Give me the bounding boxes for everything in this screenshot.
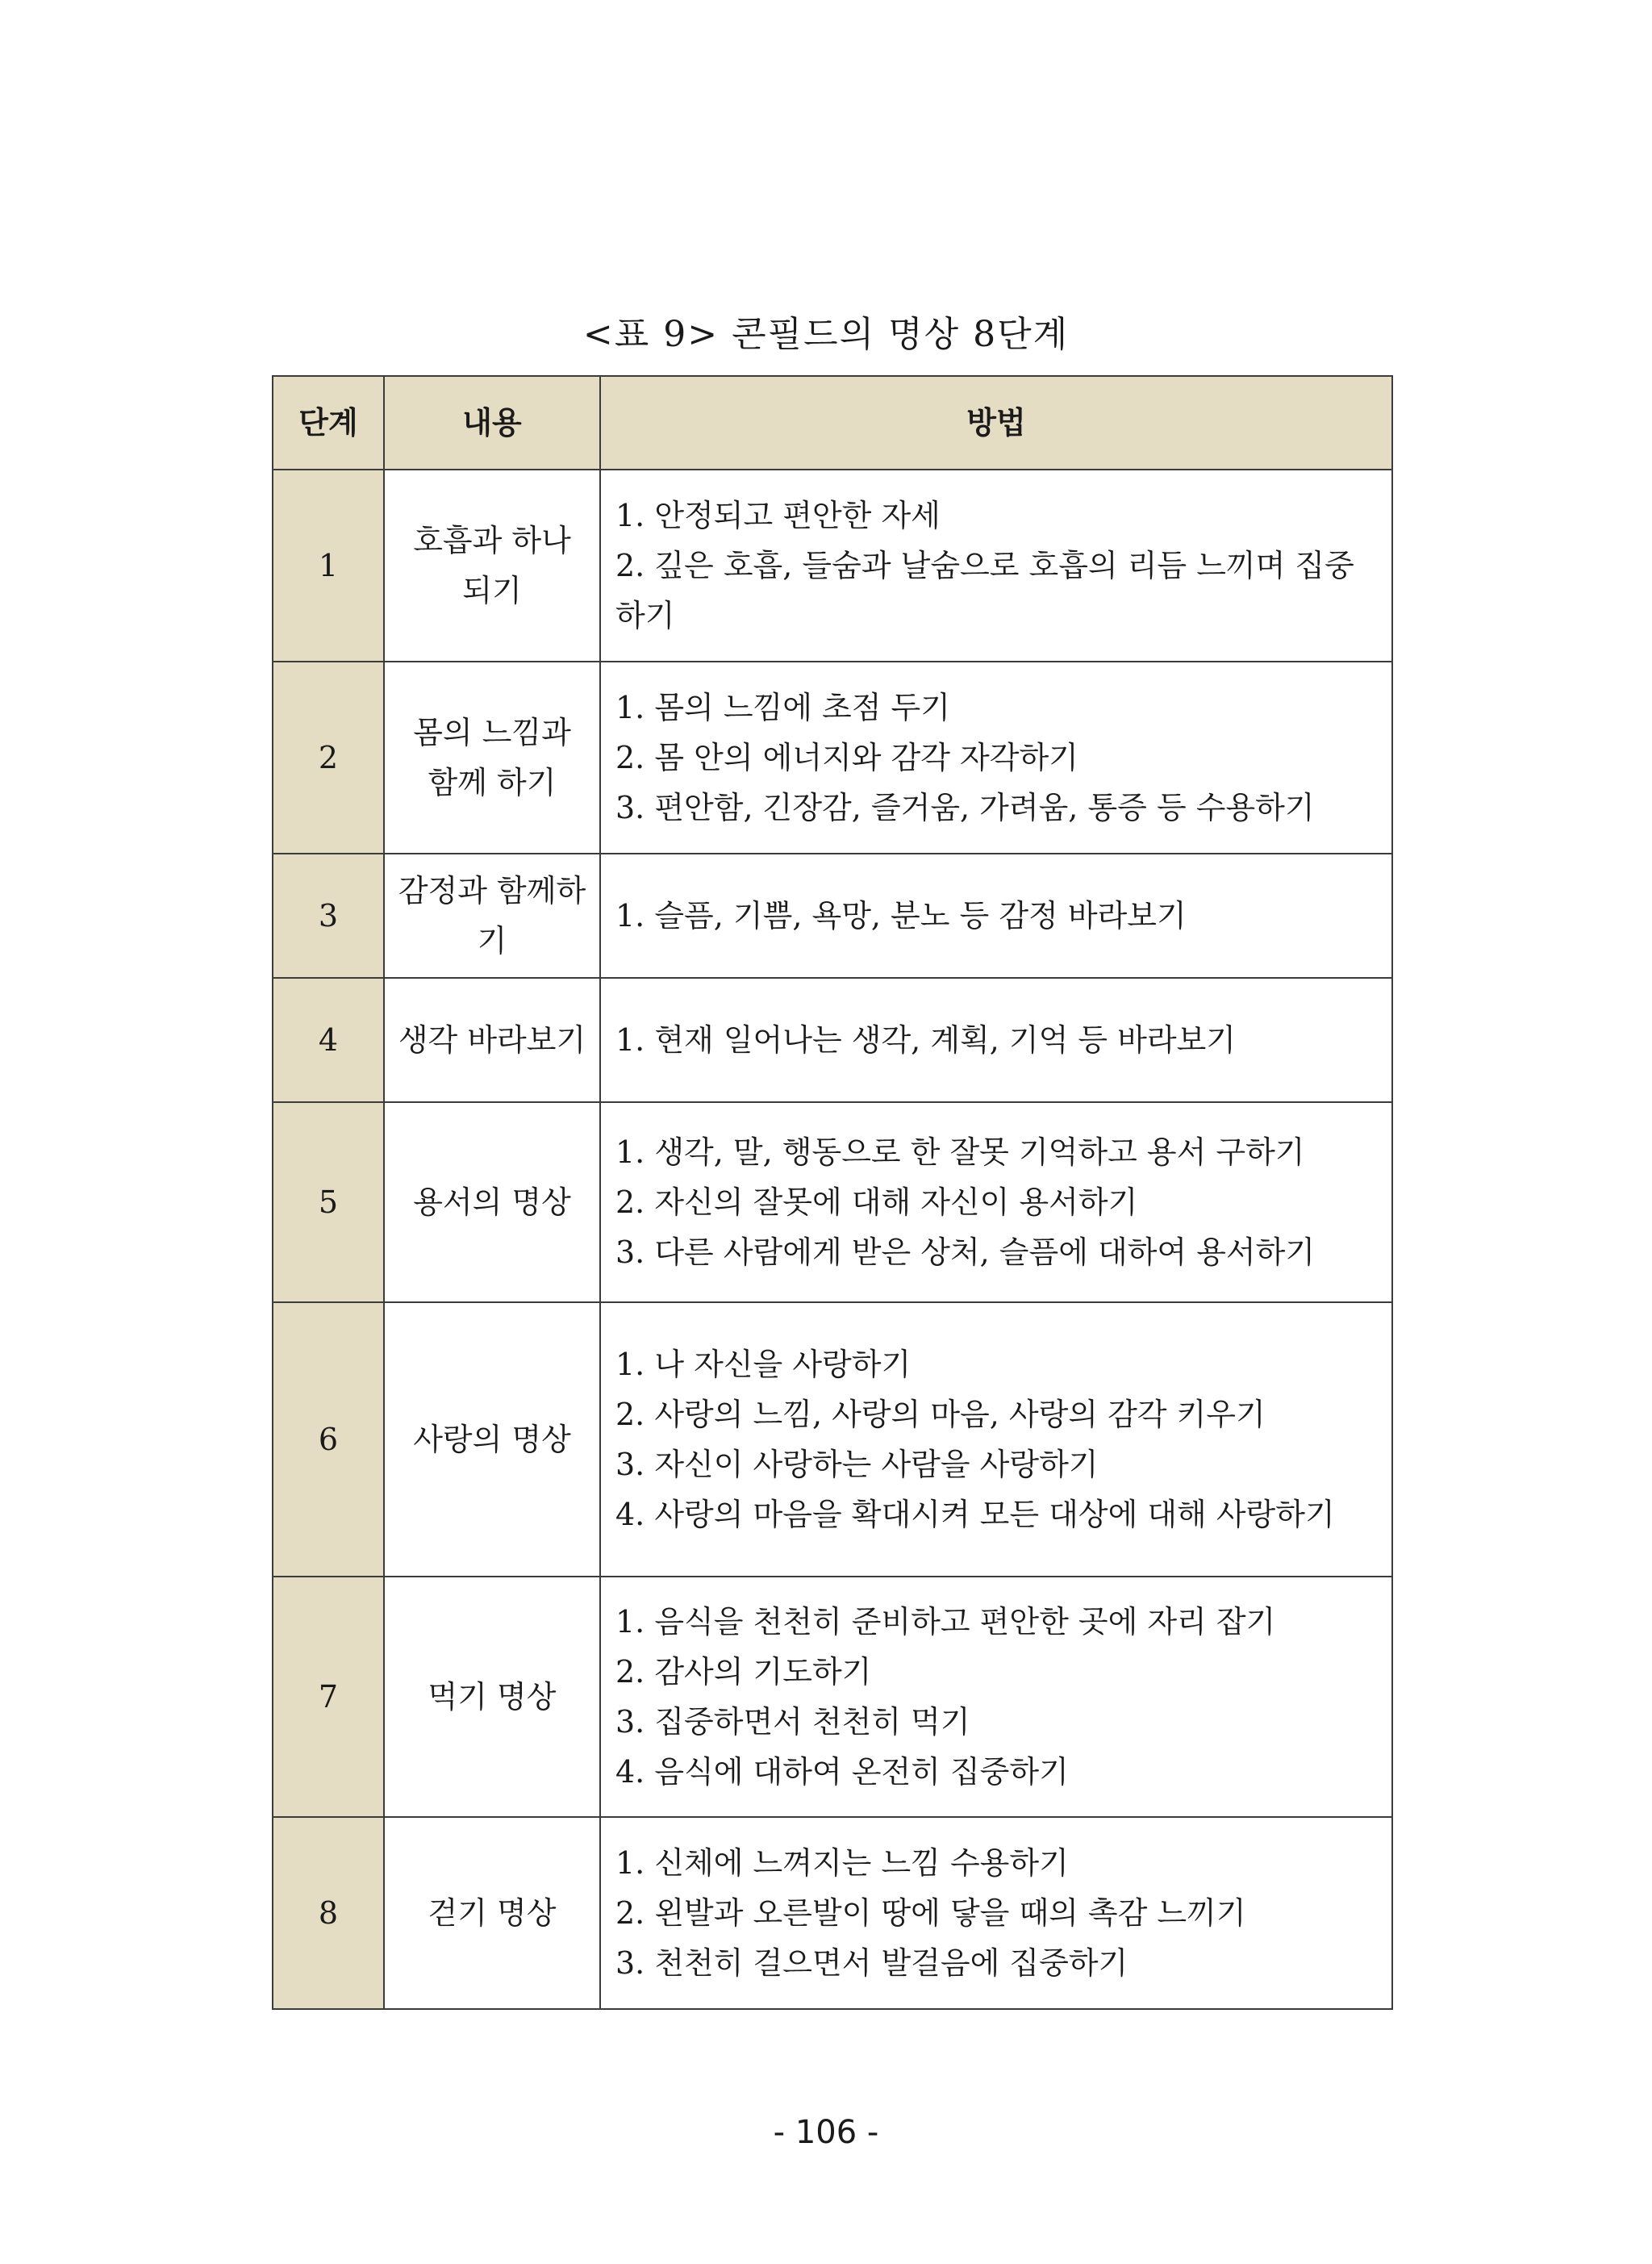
header-step: 단계 xyxy=(273,376,384,470)
step-title: 용서의 명상 xyxy=(384,1102,600,1302)
step-methods xyxy=(600,662,1392,854)
method-item: 3. 편안함, 긴장감, 즐거움, 가려움, 통증 등 수용하기 xyxy=(615,790,1315,825)
step-number: 2 xyxy=(273,662,384,854)
step-methods xyxy=(600,978,1392,1102)
table-header-row xyxy=(273,376,1392,470)
meditation-steps-table xyxy=(272,375,1393,2010)
step-title: 생각 바라보기 xyxy=(384,978,600,1102)
table-row xyxy=(273,854,1392,978)
method-item: 4. 사랑의 마음을 확대시켜 모든 대상에 대해 사랑하기 xyxy=(615,1497,1335,1532)
step-methods xyxy=(600,1102,1392,1302)
method-item: 3. 천천히 걸으면서 발걸음에 집중하기 xyxy=(615,1945,1128,1981)
method-item: 3. 집중하면서 천천히 먹기 xyxy=(615,1704,970,1740)
step-title: 호흡과 하나 되기 xyxy=(384,470,600,662)
step-methods xyxy=(600,854,1392,978)
method-item: 1. 나 자신을 사랑하기 xyxy=(615,1347,912,1382)
step-methods xyxy=(600,1577,1392,1817)
method-item: 1. 안정되고 편안한 자세 xyxy=(615,498,941,533)
step-title: 감정과 함께하기 xyxy=(384,854,600,978)
step-number: 5 xyxy=(273,1102,384,1302)
table-row xyxy=(273,1577,1392,1817)
step-title: 몸의 느낌과 함께 하기 xyxy=(384,662,600,854)
method-item: 2. 사랑의 느낌, 사랑의 마음, 사랑의 감각 키우기 xyxy=(615,1397,1266,1432)
method-item: 2. 감사의 기도하기 xyxy=(615,1654,872,1690)
step-number: 4 xyxy=(273,978,384,1102)
method-item: 3. 다른 사람에게 받은 상처, 슬픔에 대하여 용서하기 xyxy=(615,1234,1316,1270)
step-number: 8 xyxy=(273,1817,384,2009)
table-row xyxy=(273,1102,1392,1302)
step-title: 걷기 명상 xyxy=(384,1817,600,2009)
table-row xyxy=(273,662,1392,854)
method-item: 1. 신체에 느껴지는 느낌 수용하기 xyxy=(615,1845,1069,1881)
method-item: 1. 현재 일어나는 생각, 계획, 기억 등 바라보기 xyxy=(615,1022,1237,1058)
step-title: 사랑의 명상 xyxy=(384,1302,600,1577)
table-row xyxy=(273,470,1392,662)
method-item: 2. 자신의 잘못에 대해 자신이 용서하기 xyxy=(615,1184,1138,1220)
step-number: 6 xyxy=(273,1302,384,1577)
method-item: 1. 몸의 느낌에 초점 두기 xyxy=(615,690,950,725)
method-item: 1. 음식을 천천히 준비하고 편안한 곳에 자리 잡기 xyxy=(615,1604,1276,1640)
method-item: 2. 몸 안의 에너지와 감각 자각하기 xyxy=(615,740,1078,775)
method-item: 1. 생각, 말, 행동으로 한 잘못 기억하고 용서 구하기 xyxy=(615,1134,1305,1170)
step-methods xyxy=(600,1817,1392,2009)
step-methods xyxy=(600,1302,1392,1577)
table-row xyxy=(273,978,1392,1102)
table-row xyxy=(273,1817,1392,2009)
method-item: 3. 자신이 사랑하는 사람을 사랑하기 xyxy=(615,1447,1099,1482)
table-caption: <표 9> 콘필드의 명상 8단계 xyxy=(582,314,1070,355)
method-item: 2. 왼발과 오른발이 땅에 닿을 때의 촉감 느끼기 xyxy=(615,1895,1246,1931)
method-item: 1. 슬픔, 기쁨, 욕망, 분노 등 감정 바라보기 xyxy=(615,898,1187,934)
method-item: 2. 깊은 호흡, 들숨과 날숨으로 호흡의 리듬 느끼며 집중하기 xyxy=(615,548,1354,633)
header-method: 방법 xyxy=(600,376,1392,470)
method-item: 4. 음식에 대하여 온전히 집중하기 xyxy=(615,1754,1069,1790)
table-row xyxy=(273,1302,1392,1577)
step-number: 7 xyxy=(273,1577,384,1817)
step-number: 1 xyxy=(273,470,384,662)
header-content: 내용 xyxy=(384,376,600,470)
step-number: 3 xyxy=(273,854,384,978)
page-number: - 106 - xyxy=(773,2114,879,2151)
step-title: 먹기 명상 xyxy=(384,1577,600,1817)
step-methods xyxy=(600,470,1392,662)
